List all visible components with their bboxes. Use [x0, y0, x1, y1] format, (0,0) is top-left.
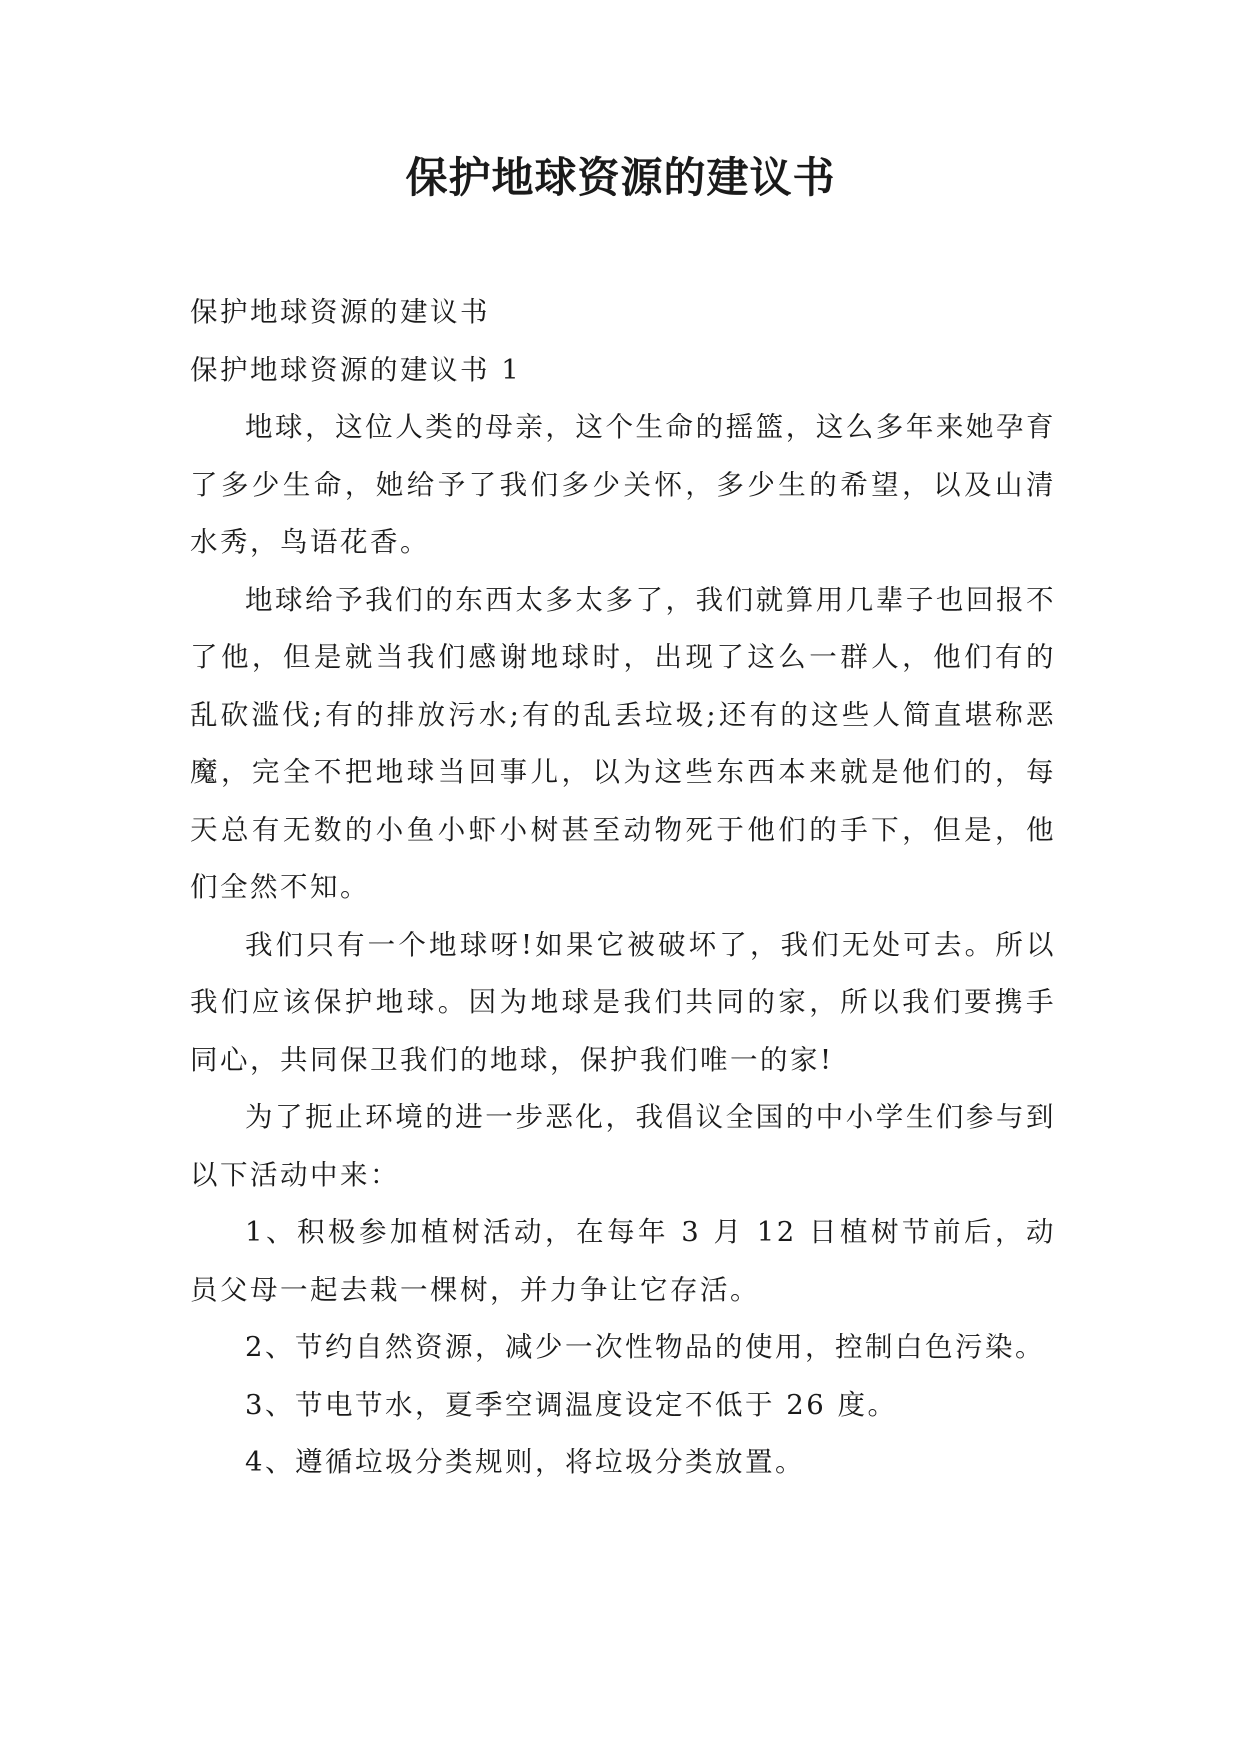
document-title: 保护地球资源的建议书 — [405, 153, 836, 202]
list-item: 4、遵循垃圾分类规则，将垃圾分类放置。 — [245, 1446, 805, 1478]
section-heading: 保护地球资源的建议书 1 — [190, 353, 522, 386]
list-item: 1、积极参加植树活动，在每年 3 月 12 日植树节前后，动员父母一起去栽一棵树，并力争让它存活。 — [190, 1216, 1056, 1306]
paragraph: 为了扼止环境的进一步恶化，我倡议全国的中小学生们参与到以下活动中来： — [190, 1101, 1056, 1191]
paragraph: 地球给予我们的东西太多太多了，我们就算用几辈子也回报不了他，但是就当我们感谢地球时，出现了这么一群人，他们有的乱砍滥伐;有的排放污水;有的乱丢垃圾;还有的这些人简直堪称恶魔，完全不把地球当回事儿，以为这些东西本来就是他们的，每天总有无数的小鱼小虾小树甚至动物死于他们的手下，但是，他们全然不知。 — [190, 583, 1056, 903]
document-body — [190, 284, 1056, 1492]
list-item: 3、节电节水，夏季空调温度设定不低于 26 度。 — [245, 1388, 898, 1421]
subtitle-line: 保护地球资源的建议书 — [190, 296, 490, 328]
list-item: 2、节约自然资源，减少一次性物品的使用，控制白色污染。 — [245, 1331, 1045, 1363]
paragraph: 我们只有一个地球呀!如果它被破坏了，我们无处可去。所以我们应该保护地球。因为地球是我们共同的家，所以我们要携手同心，共同保卫我们的地球，保护我们唯一的家! — [190, 928, 1056, 1076]
paragraph: 地球，这位人类的母亲，这个生命的摇篮，这么多年来她孕育了多少生命，她给予了我们多少关怀，多少生的希望，以及山清水秀，鸟语花香。 — [190, 411, 1056, 558]
